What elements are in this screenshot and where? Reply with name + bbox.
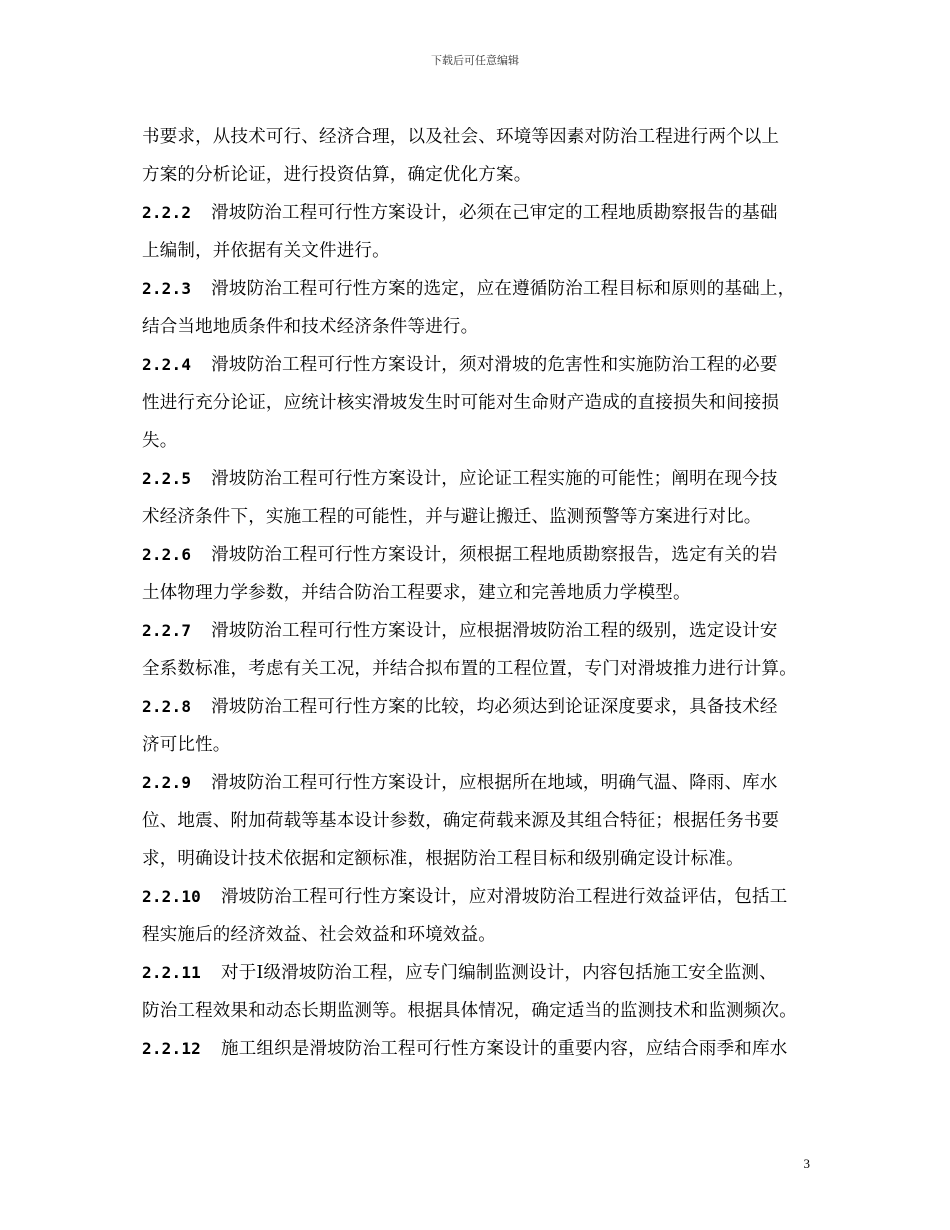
clause-number: 2.2.5 <box>142 469 192 488</box>
page-header: 下载后可任意编辑 <box>431 54 519 67</box>
line-text: 滑坡防治工程可行性方案设计，应论证工程实施的可能性；阐明在现今技 <box>211 469 778 489</box>
text-line <box>142 688 822 726</box>
line-text: 滑坡防治工程可行性方案设计，应根据滑坡防治工程的级别，选定设计安 <box>211 621 778 641</box>
text-line <box>142 536 822 574</box>
text-line <box>142 384 822 422</box>
text-line <box>142 916 822 954</box>
line-text: 滑坡防治工程可行性方案设计，应对滑坡防治工程进行效益评估，包括工 <box>221 887 788 907</box>
text-line <box>142 498 822 536</box>
line-text: 上编制，并依据有关文件进行。 <box>142 241 390 261</box>
clause-number: 2.2.7 <box>142 621 192 640</box>
line-text: 位、地震、附加荷载等基本设计参数，确定荷载来源及其组合特征；根据任务书要 <box>142 811 780 831</box>
line-text: 滑坡防治工程可行性方案的选定，应在遵循防治工程目标和原则的基础上， <box>211 279 796 299</box>
text-line <box>142 878 822 916</box>
line-text: 结合当地地质条件和技术经济条件等进行。 <box>142 317 479 337</box>
text-line <box>142 802 822 840</box>
line-text: 滑坡防治工程可行性方案设计，须根据工程地质勘察报告，选定有关的岩 <box>211 545 778 565</box>
clause-number: 2.2.6 <box>142 545 192 564</box>
document-body <box>142 118 822 1068</box>
text-line <box>142 1030 822 1068</box>
text-line <box>142 422 822 460</box>
text-line <box>142 726 822 764</box>
line-text: 滑坡防治工程可行性方案设计，必须在己审定的工程地质勘察报告的基础 <box>211 203 778 223</box>
text-line <box>142 156 822 194</box>
text-line <box>142 840 822 878</box>
line-text: 全系数标准，考虑有关工况，并结合拟布置的工程位置，专门对滑坡推力进行计算。 <box>142 659 797 679</box>
text-line <box>142 118 822 156</box>
clause-number: 2.2.3 <box>142 279 192 298</box>
text-line <box>142 270 822 308</box>
line-text: 对于Ⅰ级滑坡防治工程，应专门编制监测设计，内容包括施工安全监测、 <box>221 963 777 983</box>
line-text: 性进行充分论证，应统计核实滑坡发生时可能对生命财产造成的直接损失和间接损 <box>142 393 780 413</box>
line-text: 失。 <box>142 431 178 451</box>
clause-number: 2.2.2 <box>142 203 192 222</box>
clause-number: 2.2.9 <box>142 773 192 792</box>
line-text: 滑坡防治工程可行性方案的比较，均必须达到论证深度要求，具备技术经 <box>211 697 778 717</box>
text-line <box>142 308 822 346</box>
line-text: 术经济条件下，实施工程的可能性，并与避让搬迁、监测预警等方案进行对比。 <box>142 507 762 527</box>
line-text: 求，明确设计技术依据和定额标准，根据防治工程目标和级别确定设计标准。 <box>142 849 744 869</box>
page-number: 3 <box>803 1156 810 1171</box>
line-text: 程实施后的经济效益、社会效益和环境效益。 <box>142 925 496 945</box>
text-line <box>142 650 822 688</box>
line-text: 滑坡防治工程可行性方案设计，须对滑坡的危害性和实施防治工程的必要 <box>211 355 778 375</box>
text-line <box>142 194 822 232</box>
line-text: 滑坡防治工程可行性方案设计，应根据所在地域，明确气温、降雨、库水 <box>211 773 778 793</box>
clause-number: 2.2.11 <box>142 963 201 982</box>
clause-number: 2.2.12 <box>142 1039 201 1058</box>
line-text: 防治工程效果和动态长期监测等。根据具体情况，确定适当的监测技术和监测频次。 <box>142 1001 797 1021</box>
line-text: 方案的分析论证，进行投资估算，确定优化方案。 <box>142 165 532 185</box>
text-line <box>142 460 822 498</box>
clause-number: 2.2.8 <box>142 697 192 716</box>
text-line <box>142 992 822 1030</box>
text-line <box>142 764 822 802</box>
clause-number: 2.2.4 <box>142 355 192 374</box>
line-text: 土体物理力学参数，并结合防治工程要求，建立和完善地质力学模型。 <box>142 583 691 603</box>
line-text: 施工组织是滑坡防治工程可行性方案设计的重要内容，应结合雨季和库水 <box>221 1039 788 1059</box>
clause-number: 2.2.10 <box>142 887 201 906</box>
text-line <box>142 954 822 992</box>
text-line <box>142 612 822 650</box>
text-line <box>142 232 822 270</box>
text-line <box>142 346 822 384</box>
line-text: 书要求，从技术可行、经济合理，以及社会、环境等因素对防治工程进行两个以上 <box>142 127 780 147</box>
line-text: 济可比性。 <box>142 735 231 755</box>
text-line <box>142 574 822 612</box>
